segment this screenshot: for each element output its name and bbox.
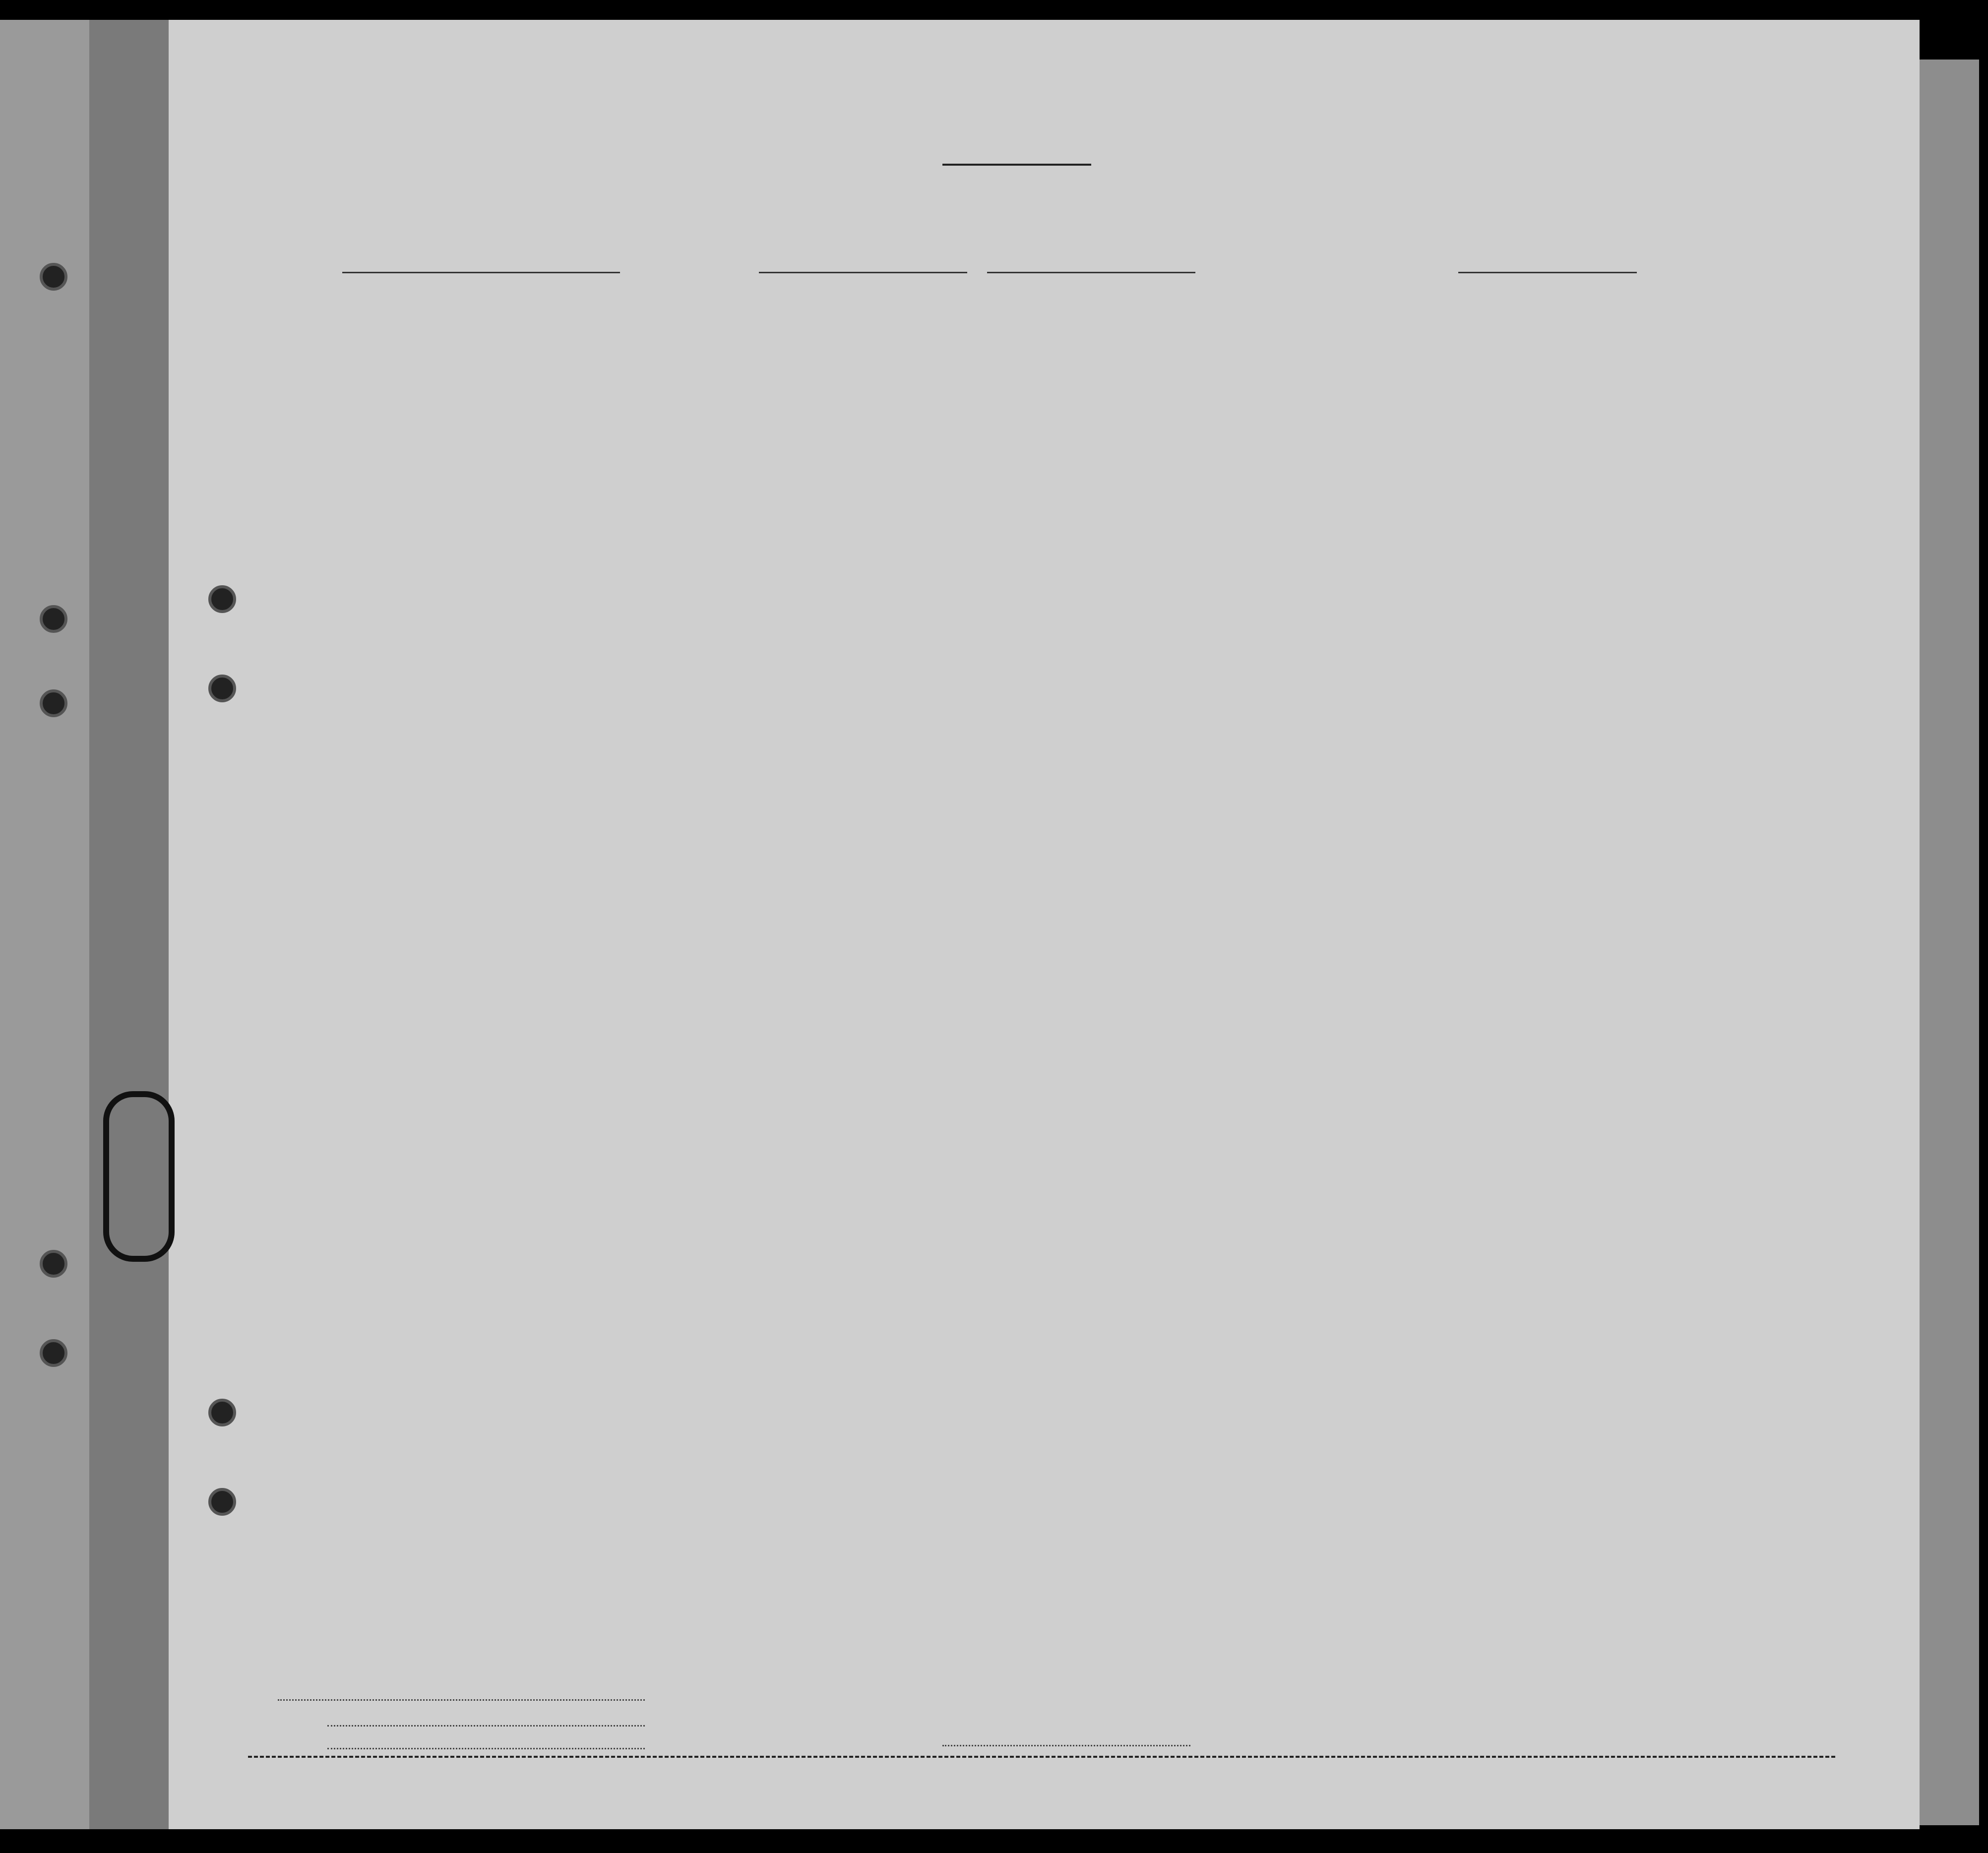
from-underline <box>1458 272 1637 273</box>
inspector-field <box>942 1745 1190 1746</box>
date-underline <box>987 272 1195 273</box>
next-page-edge <box>1920 60 1979 1825</box>
agents-field <box>327 1748 645 1749</box>
port-underline <box>759 272 967 273</box>
vessel-underline <box>342 272 620 273</box>
binding-hole <box>208 585 236 613</box>
row-31-dashed-line <box>248 1756 1835 1758</box>
title-divider <box>942 164 1091 166</box>
binding-hole <box>40 263 67 291</box>
owners-field <box>327 1725 645 1727</box>
binding-hole <box>40 1339 67 1367</box>
binding-hole <box>40 1250 67 1278</box>
binding-hole <box>208 1488 236 1516</box>
binding-hole <box>208 1399 236 1426</box>
page-binding-shadow <box>89 20 169 1829</box>
binding-hole <box>40 689 67 717</box>
sheet-number <box>1696 99 1706 122</box>
string-loop <box>103 1091 175 1262</box>
binding-hole <box>208 675 236 702</box>
binding-hole <box>40 605 67 633</box>
manifest-sheet <box>169 20 1920 1829</box>
line-field <box>278 1699 645 1701</box>
